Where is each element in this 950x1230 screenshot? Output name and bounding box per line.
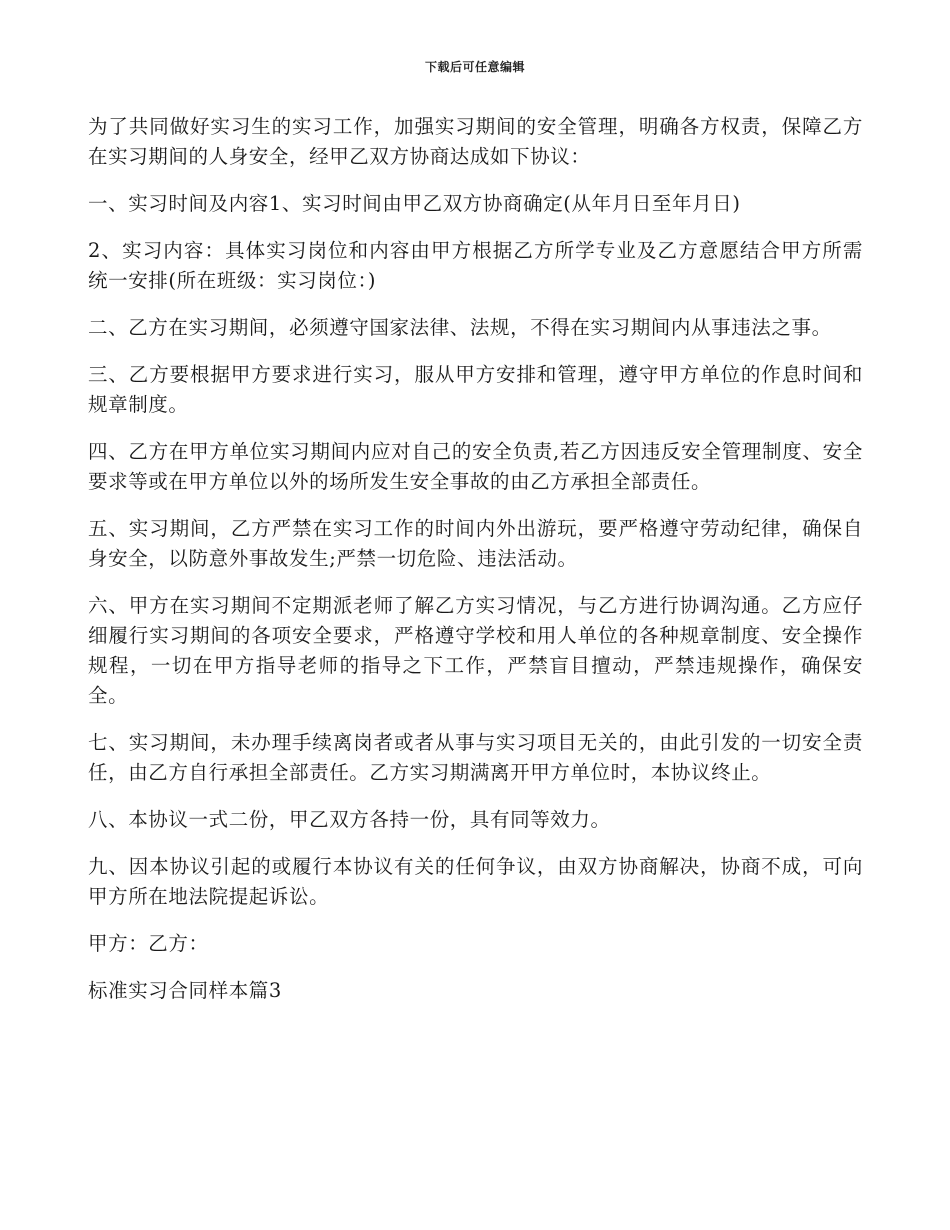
paragraph-clause-4: 四、乙方在甲方单位实习期间内应对自己的安全负责,若乙方因违反安全管理制度、安全要求等或在甲方单位以外的场所发生安全事故的由乙方承担全部责任。 [88, 440, 863, 493]
paragraph-clause-1-2: 2、实习内容：具体实习岗位和内容由甲方根据乙方所学专业及乙方意愿结合甲方所需统一安排(所在班级：实习岗位：) [88, 239, 863, 292]
section-heading: 标准实习合同样本篇3 [88, 979, 282, 1002]
paragraph-intro: 为了共同做好实习生的实习工作，加强实习期间的安全管理，明确各方权责，保障乙方在实习期间的人身安全，经甲乙双方协商达成如下协议： [88, 115, 863, 168]
document-body [88, 112, 863, 1023]
paragraph-clause-3: 三、乙方要根据甲方要求进行实习，服从甲方安排和管理，遵守甲方单位的作息时间和规章制度。 [88, 363, 863, 416]
paragraph-clause-7: 七、实习期间，未办理手续离岗者或者从事与实习项目无关的，由此引发的一切安全责任，由乙方自行承担全部责任。乙方实习期满离开甲方单位时，本协议终止。 [88, 731, 863, 784]
paragraph-clause-2: 二、乙方在实习期间，必须遵守国家法律、法规，不得在实习期间内从事违法之事。 [88, 316, 832, 339]
page-header: 下载后可任意编辑 [424, 60, 525, 74]
paragraph-clause-8: 八、本协议一式二份，甲乙双方各持一份，具有同等效力。 [88, 808, 611, 831]
paragraph-clause-9: 九、因本协议引起的或履行本协议有关的任何争议，由双方协商解决，协商不成，可向甲方所在地法院提起诉讼。 [88, 855, 863, 908]
paragraph-clause-5: 五、实习期间，乙方严禁在实习工作的时间内外出游玩，要严格遵守劳动纪律，确保自身安全，以防意外事故发生;严禁一切危险、违法活动。 [88, 517, 863, 570]
paragraph-clause-6: 六、甲方在实习期间不定期派老师了解乙方实习情况，与乙方进行协调沟通。乙方应仔细履行实习期间的各项安全要求，严格遵守学校和用人单位的各种规章制度、安全操作规程，一切在甲方指导老师的指导之下工作，严禁盲目擅动，严禁违规操作，确保安全。 [88, 594, 863, 707]
paragraph-clause-1: 一、实习时间及内容1、实习时间由甲乙双方协商确定(从年月日至年月日) [88, 192, 741, 215]
signature-line: 甲方：乙方： [88, 932, 209, 955]
